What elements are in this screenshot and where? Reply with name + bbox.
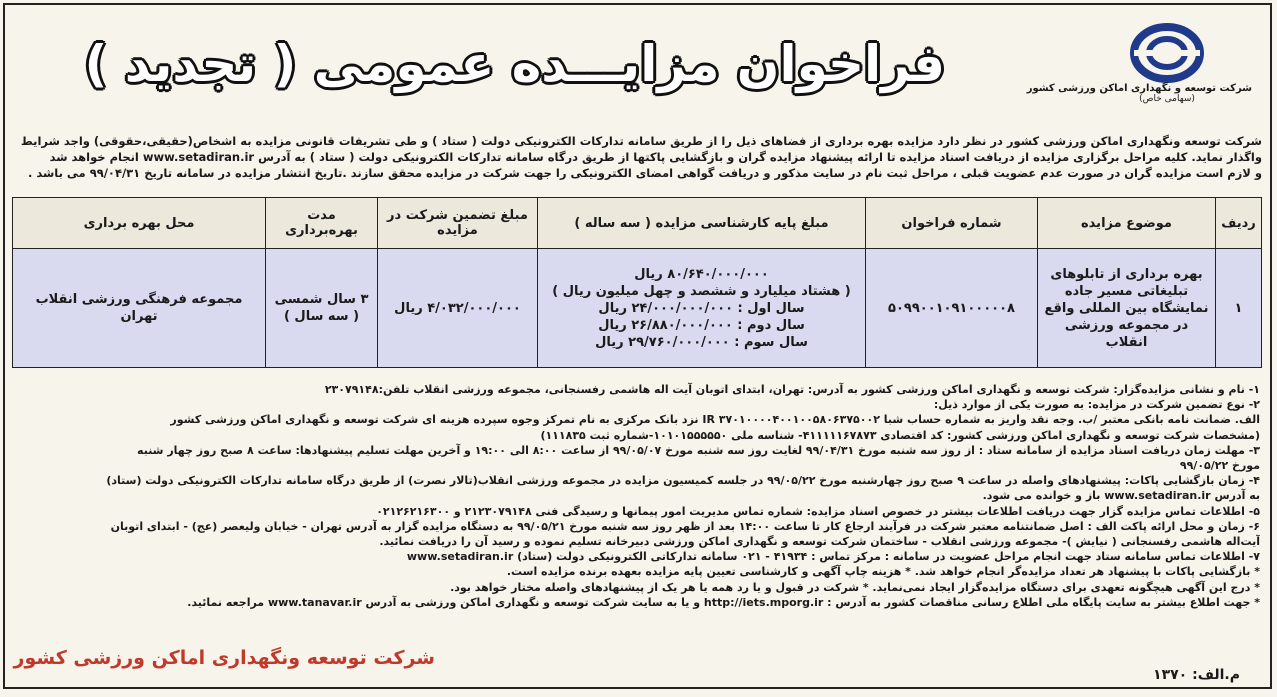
condition-item: ۷- اطلاعات تماس سامانه ستاد جهت انجام مراحل عضویت در سامانه : مرکز تماس : ۴۱۹۳۴ - ۰۲۱ سامانه تدارکاتی الکترونیکی دولت (ستاد) www.setadiran.ir — [406, 550, 1260, 564]
condition-item: ۳- مهلت زمان دریافت اسناد مزایده از سامانه ستاد : از روز سه شنبه مورخ ۹۹/۰۴/۳۱ لغایت روز سه شنبه مورخ ۹۹/۰۵/۰۷ از ساعت ۸:۰۰ الی ۱۹:۰۰ و آخرین مهلت تسلیم پیشنهادها: ساعت ۸ صبح روز چهار شنبه — [137, 443, 1260, 457]
cell-subject: بهره برداری از تابلوهای تبلیغاتی مسیر جاده نمایشگاه بین المللی واقع در مجموعه ورزشی انقلاب — [1038, 249, 1216, 368]
intro-line: واگذار نماید. کلیه مراحل برگزاری مزایده از دریافت اسناد مزایده تا ارائه پیشنهاد مزایده گران و بازگشایی پاکتها از طریق درگاه سامانه تدارکات الکترونیکی دولت ( ستاد ) به آدرس www.setadiran.ir انجام خواهد شد — [49, 150, 1262, 164]
col-header-row: ردیف — [1216, 198, 1262, 249]
cell-row: ۱ — [1216, 249, 1262, 368]
cell-base-price — [538, 249, 866, 368]
col-header-duration: مدت بهره‌برداری — [266, 198, 378, 249]
base-price-words: ( هشتاد میلیارد و ششصد و چهل میلیون ریال ) — [552, 283, 851, 299]
cell-guarantee: ۴/۰۳۲/۰۰۰/۰۰۰ ریال — [378, 249, 538, 368]
company-name: شرکت توسعه و نگهداری اماکن ورزشی کشور — [1026, 83, 1252, 94]
condition-item: آیت‌اله هاشمی رفسنجانی ( نیایش )- مجموعه ورزشی انقلاب - ساختمان شرکت توسعه و نگهداری اماکن ورزشی دبیرخانه تسلیم نموده و رسید آن را دریافت نمائید. — [379, 535, 1260, 549]
company-logo-block — [1026, 23, 1252, 104]
intro-line: شرکت توسعه ونگهداری اماکن ورزشی کشور در نظر دارد مزایده بهره برداری از فضاهای ذیل را از طریق سامانه تدارکات الکترونیکی دولت ( ستاد ) و طی تشریفات قانونی مزایده به اشخاص(حقیقی،حقوقی) واجد شرایط — [20, 134, 1262, 148]
table-row — [13, 249, 1262, 368]
footer-company-name: شرکت توسعه ونگهداری اماکن ورزشی کشور — [13, 647, 435, 669]
condition-item: ۴- زمان بازگشایی پاکات: پیشنهادهای واصله در ساعت ۹ صبح روز چهارشنبه مورخ ۹۹/۰۵/۲۲ در جلسه کمیسیون مزایده در مجموعه ورزشی انقلاب(تالار نصرت) از طریق درگاه سامانه تدارکات الکترونیکی دولت (ستاد) — [106, 474, 1260, 488]
base-price-year1: سال اول : ۲۴/۰۰۰/۰۰۰/۰۰۰ ریال — [598, 300, 805, 316]
col-header-guarantee: مبلغ تضمین شرکت در مزایده — [378, 198, 538, 249]
condition-item: ۵- اطلاعات تماس مزایده گزار جهت دریافت اطلاعات بیشتر در خصوص اسناد مزایده: شماره تماس مدیریت امور پیمانها و رسیدگی فنی ۲۱۲۳۰۷۹۱۴۸ و ۰۲۱۲۶۲۱۶۳۰۰ — [376, 504, 1260, 518]
condition-item: * جهت اطلاع بیشتر به سایت پایگاه ملی اطلاع رسانی مناقصات کشور به آدرس : http://iets.mporg.ir و یا به سایت شرکت توسعه و نگهداری اماکن ورزشی به آدرس www.tanavar.ir مراجعه نمائید. — [187, 595, 1260, 609]
cell-location: مجموعه فرهنگی ورزشی انقلاب تهران — [13, 249, 266, 368]
condition-item: * درج این آگهی هیچگونه تعهدی برای دستگاه مزایده‌گزار ایجاد نمی‌نماید. * شرکت در قبول و یا رد همه یا هر یک از پیشنهادهای واصله مختار خواهد بود. — [450, 580, 1260, 594]
company-logo-icon — [1128, 23, 1206, 83]
page-title: فراخوان مزایـــده عمومی ( تجدید ) — [84, 35, 945, 93]
condition-item: (مشخصات شرکت توسعه و نگهداری اماکن ورزشی کشور: کد اقتصادی ۴۱۱۱۱۱۶۷۸۷۳- شناسه ملی ۱۰۱۰۱۵۵۵۵۵۰-شماره ثبت ۱۱۱۸۳۵) — [540, 428, 1260, 442]
base-price-total: ۸۰/۶۴۰/۰۰۰/۰۰۰ ریال — [634, 266, 769, 282]
cell-call-no: ۵۰۹۹۰۰۱۰۹۱۰۰۰۰۰۸ — [866, 249, 1038, 368]
condition-item: مورخ ۹۹/۰۵/۲۲ — [1179, 459, 1260, 473]
condition-item: به آدرس www.setadiran.ir باز و خوانده می شود. — [982, 489, 1260, 503]
intro-paragraph — [13, 133, 1262, 181]
auction-table — [12, 197, 1262, 368]
intro-line: و لازم است مزایده گران در صورت عدم عضویت قبلی ، مراحل ثبت نام در سایت مذکور و دریافت گواهی امضای الکترونیکی را جهت شرکت در مزایده محقق سازند .تاریخ انتشار مزایده در سامانه تاریخ ۹۹/۰۴/۳۱ می باشد . — [27, 166, 1262, 180]
base-price-year3: سال سوم : ۲۹/۷۶۰/۰۰۰/۰۰۰ ریال — [595, 334, 808, 350]
condition-item: ۱- نام و نشانی مزایده‌گزار: شرکت توسعه و نگهداری اماکن ورزشی کشور به آدرس: تهران، ابتدای اتوبان آیت اله هاشمی رفسنجانی، مجموعه ورزشی انقلاب تلفن:۲۳۰۷۹۱۴۸ — [324, 383, 1260, 396]
footer-ad-code: م.الف: ۱۳۷۰ — [1153, 667, 1240, 683]
condition-item: * بازگشایی پاکات با پیشنهاد هر تعداد مزایده‌گر انجام خواهد شد. * هزینه چاپ آگهی و کارشناسی تعیین پایه مزایده بعهده برنده مزایده است. — [506, 565, 1260, 579]
condition-item: ۲- نوع تضمین شرکت در مزایده: به صورت یکی از موارد ذیل: — [933, 398, 1260, 412]
table-header-row — [13, 198, 1262, 249]
announcement-page — [3, 3, 1272, 689]
col-header-location: محل بهره برداری — [13, 198, 266, 249]
company-type: (سهامی خاص) — [1139, 94, 1195, 104]
col-header-call-no: شماره فراخوان — [866, 198, 1038, 249]
col-header-subject: موضوع مزایده — [1038, 198, 1216, 249]
base-price-year2: سال دوم : ۲۶/۸۸۰/۰۰۰/۰۰۰ ریال — [598, 317, 805, 333]
cell-duration: ۳ سال شمسی ( سه سال ) — [266, 249, 378, 368]
col-header-base-price: مبلغ پایه کارشناسی مزایده ( سه ساله ) — [538, 198, 866, 249]
condition-item: ۶- زمان و محل ارائه پاکت الف : اصل ضمانتنامه معتبر شرکت در فرآیند ارجاع کار تا ساعت ۱۴:۰۰ بعد از ظهر روز سه شنبه مورخ ۹۹/۰۵/۲۱ به دستگاه مزایده گزار به آدرس تهران - خیابان ولیعصر (عج) - ابتدای اتوبان — [110, 519, 1260, 533]
condition-item: الف. ضمانت نامه بانکی معتبر /ب. وجه نقد واریز به شماره حساب شبا IR ۳۷۰۱۰۰۰۰۴۰۰۱۰۰۵۸۰۶۳۷۵۰۰۲ نزد بانک مرکزی به نام تمرکز وجوه سپرده هزینه ای شرکت توسعه و نگهداری اماکن ورزشی کشور — [170, 413, 1260, 427]
conditions-list — [15, 382, 1260, 610]
